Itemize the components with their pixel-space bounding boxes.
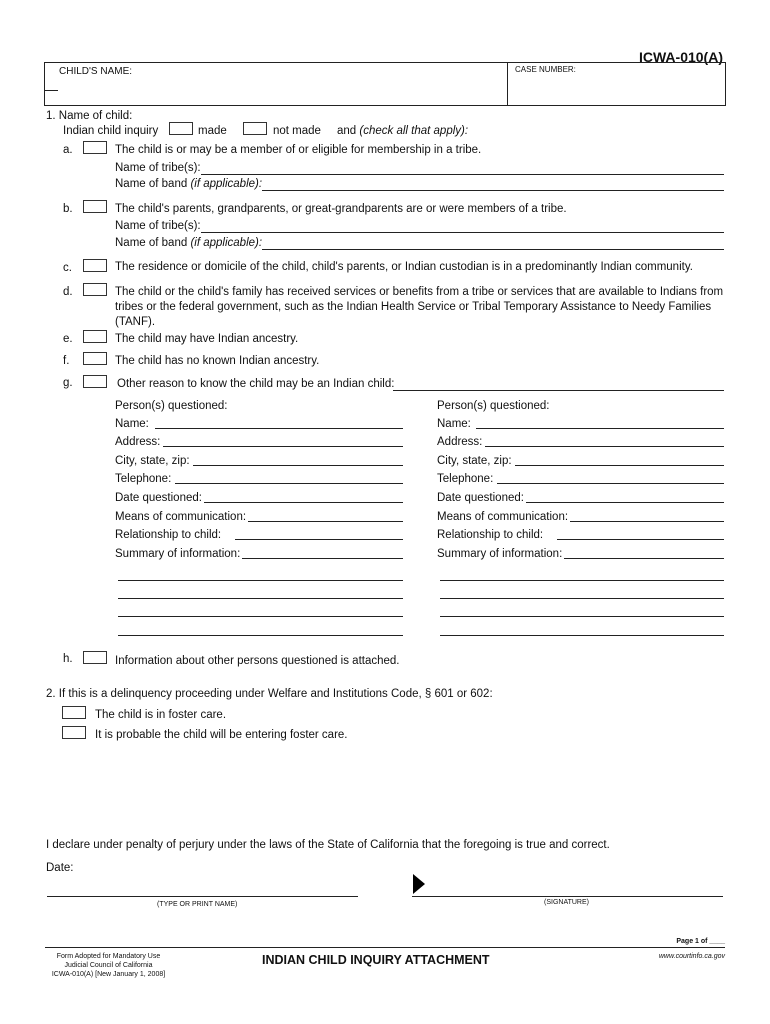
check-all-text (337, 125, 468, 137)
person-name-field[interactable] (476, 428, 724, 429)
item-a-checkbox[interactable] (83, 141, 107, 154)
footer-divider (45, 947, 725, 948)
form-id: ICWA-010(A) (638, 49, 723, 65)
person-address-field[interactable] (485, 446, 724, 447)
person-summary-line[interactable] (118, 635, 403, 636)
item-b-tribe-label: Name of tribe(s): (115, 220, 201, 232)
person-date-field[interactable] (526, 502, 724, 503)
item-b-checkbox[interactable] (83, 200, 107, 213)
signature-arrow-icon (412, 873, 426, 895)
adopted-line-3: ICWA-010(A) [New January 1, 2008] (51, 971, 166, 978)
person-summary-label: Summary of information: (115, 548, 241, 560)
item-b-tribe-field[interactable] (201, 232, 724, 233)
person-name-label: Name: (437, 418, 471, 430)
check-all-prefix: and (337, 125, 357, 137)
person-relationship-field[interactable] (557, 539, 724, 540)
signature-field[interactable] (412, 896, 723, 897)
person-summary-line[interactable] (118, 580, 403, 581)
childs-name-field[interactable] (49, 77, 501, 101)
person-city-label: City, state, zip: (115, 455, 190, 467)
date-label: Date: (46, 862, 74, 874)
item-b-band-italic: (if applicable): (190, 237, 263, 249)
person-summary-line[interactable] (440, 580, 724, 581)
inquiry-not-made-checkbox[interactable] (243, 122, 267, 135)
item-e-text: The child may have Indian ancestry. (115, 333, 299, 345)
item-g-checkbox[interactable] (83, 375, 107, 388)
persons-heading: Person(s) questioned: (437, 400, 550, 412)
item-b-band-text: Name of band (115, 237, 188, 249)
person-telephone-field[interactable] (175, 483, 403, 484)
childs-name-label: CHILD'S NAME: (59, 66, 133, 77)
item-a-letter: a. (63, 144, 73, 156)
item-d-text: The child or the child's family has received services or benefits from a tribe or services that are available to Indians from tribes or the federal government, such as the Indian Health Service or Tribal Temporary Assistance to Needy Families (TANF). (115, 286, 724, 328)
item-c-checkbox[interactable] (83, 259, 107, 272)
person-relationship-label: Relationship to child: (115, 529, 222, 541)
item-d-letter: d. (63, 286, 73, 298)
signature-caption: (SIGNATURE) (544, 899, 589, 906)
person-means-field[interactable] (248, 521, 403, 522)
person-summary-field[interactable] (564, 558, 724, 559)
item-e-checkbox[interactable] (83, 330, 107, 343)
person-means-label: Means of communication: (437, 511, 569, 523)
item-b-band-label (115, 237, 262, 249)
person-summary-line[interactable] (118, 616, 403, 617)
section2-title: 2. If this is a delinquency proceeding under Welfare and Institutions Code, § 601 or 602: (46, 688, 493, 700)
person-means-field[interactable] (570, 521, 724, 522)
person-summary-line[interactable] (440, 616, 724, 617)
page-number: Page 1 of ____ (676, 938, 725, 945)
person-city-label: City, state, zip: (437, 455, 512, 467)
persons-heading: Person(s) questioned: (115, 400, 228, 412)
item-a-band-italic: (if applicable): (190, 178, 263, 190)
adopted-line-1: Form Adopted for Mandatory Use (56, 953, 161, 960)
person-summary-line[interactable] (440, 635, 724, 636)
person-summary-line[interactable] (440, 598, 724, 599)
person-date-field[interactable] (204, 502, 403, 503)
item-d-checkbox[interactable] (83, 283, 107, 296)
person-telephone-label: Telephone: (115, 473, 172, 485)
item-b-band-field[interactable] (262, 249, 724, 250)
item-f-checkbox[interactable] (83, 352, 107, 365)
case-number-field[interactable] (511, 77, 721, 101)
person-summary-label: Summary of information: (437, 548, 563, 560)
check-all-italic: (check all that apply): (359, 125, 469, 137)
foster-care-text: The child is in foster care. (95, 709, 227, 721)
item-h-text: Information about other persons questioned is attached. (115, 655, 400, 667)
not-made-label: not made (273, 125, 321, 137)
item-g-letter: g. (63, 377, 73, 389)
probable-foster-care-checkbox[interactable] (62, 726, 86, 739)
header-box (44, 62, 726, 106)
item-e-letter: e. (63, 333, 73, 345)
item-c-text: The residence or domicile of the child, child's parents, or Indian custodian is in a predominantly Indian community. (115, 261, 693, 273)
inquiry-label: Indian child inquiry (63, 125, 159, 137)
adopted-line-2: Judicial Council of California (64, 962, 153, 969)
person-telephone-field[interactable] (497, 483, 724, 484)
person-address-label: Address: (437, 436, 483, 448)
item-a-band-field[interactable] (262, 190, 724, 191)
item-a-band-label (115, 178, 262, 190)
form-title: INDIAN CHILD INQUIRY ATTACHMENT (262, 953, 490, 967)
item-b-letter: b. (63, 203, 73, 215)
item-b-text: The child's parents, grandparents, or great-grandparents are or were members of a tribe. (115, 203, 567, 215)
person-city-field[interactable] (515, 465, 724, 466)
adopted-block (46, 952, 171, 979)
item-h-checkbox[interactable] (83, 651, 107, 664)
print-name-caption: (TYPE OR PRINT NAME) (157, 901, 238, 908)
item-c-letter: c. (63, 262, 72, 274)
section1-title: 1. Name of child: (46, 110, 133, 122)
case-number-label: CASE NUMBER: (515, 65, 576, 74)
person-date-label: Date questioned: (437, 492, 524, 504)
person-address-label: Address: (115, 436, 161, 448)
person-city-field[interactable] (193, 465, 403, 466)
person-relationship-label: Relationship to child: (437, 529, 544, 541)
person-date-label: Date questioned: (115, 492, 202, 504)
person-summary-field[interactable] (242, 558, 403, 559)
made-label: made (198, 125, 227, 137)
item-f-text: The child has no known Indian ancestry. (115, 355, 320, 367)
item-a-text: The child is or may be a member of or eligible for membership in a tribe. (115, 144, 482, 156)
person-name-label: Name: (115, 418, 149, 430)
item-a-tribe-label: Name of tribe(s): (115, 162, 201, 174)
item-a-band-text: Name of band (115, 178, 188, 190)
inquiry-made-checkbox[interactable] (169, 122, 193, 135)
person-address-field[interactable] (163, 446, 403, 447)
person-relationship-field[interactable] (235, 539, 403, 540)
item-g-reason-field[interactable] (393, 390, 724, 391)
item-a-tribe-field[interactable] (201, 174, 724, 175)
person-name-field[interactable] (155, 428, 403, 429)
item-g-text: Other reason to know the child may be an Indian child: (117, 378, 395, 390)
person-means-label: Means of communication: (115, 511, 247, 523)
declaration-text: I declare under penalty of perjury under the laws of the State of California that the foregoing is true and correct. (46, 839, 610, 851)
item-f-letter: f. (63, 355, 70, 367)
foster-care-checkbox[interactable] (62, 706, 86, 719)
date-field[interactable] (80, 858, 280, 876)
person-summary-line[interactable] (118, 598, 403, 599)
print-name-field[interactable] (47, 896, 358, 897)
person-telephone-label: Telephone: (437, 473, 494, 485)
website: www.courtinfo.ca.gov (658, 953, 725, 960)
probable-foster-care-text: It is probable the child will be entering foster care. (95, 729, 348, 741)
item-h-letter: h. (63, 653, 73, 665)
